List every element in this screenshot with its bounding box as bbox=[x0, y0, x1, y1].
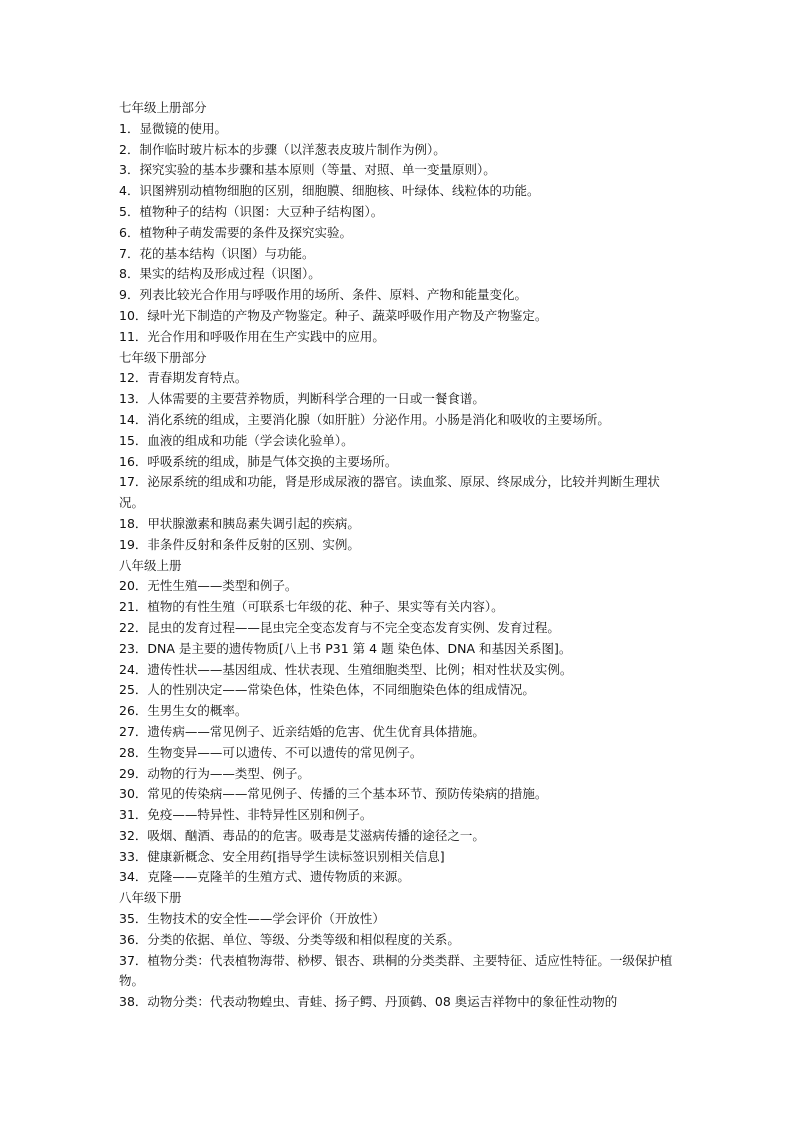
list-item: 21．植物的有性生殖（可联系七年级的花、种子、果实等有关内容）。 bbox=[119, 599, 504, 615]
list-item: 17．泌尿系统的组成和功能，肾是形成尿液的器官。读血浆、原尿、终尿成分，比较并判断生理状况。 bbox=[119, 474, 660, 511]
list-item: 26．生男生女的概率。 bbox=[119, 703, 248, 719]
list-item: 25．人的性别决定——常染色体，性染色体，不同细胞染色体的组成情况。 bbox=[119, 682, 535, 698]
list-item: 13．人体需要的主要营养物质，判断科学合理的一日或一餐食谱。 bbox=[119, 391, 485, 407]
list-item: 11．光合作用和呼吸作用在生产实践中的应用。 bbox=[119, 328, 385, 344]
list-item: 38．动物分类：代表动物蝗虫、青蛙、扬子鳄、丹顶鹤、08 奥运吉祥物中的象征性动物的 bbox=[119, 994, 618, 1010]
section-title: 八年级下册 bbox=[119, 890, 182, 906]
list-item: 37．植物分类：代表植物海带、桫椤、银杏、珙桐的分类类群、主要特征、适应性特征。一级保护植物。 bbox=[119, 952, 673, 989]
list-item: 28．生物变异——可以遗传、不可以遗传的常见例子。 bbox=[119, 744, 423, 760]
list-item: 1．显微镜的使用。 bbox=[119, 120, 227, 136]
list-item: 36．分类的依据、单位、等级、分类等级和相似程度的关系。 bbox=[119, 931, 460, 947]
list-item: 9．列表比较光合作用与呼吸作用的场所、条件、原料、产物和能量变化。 bbox=[119, 287, 527, 303]
section-title: 八年级上册 bbox=[119, 557, 182, 573]
list-item: 4．识图辨别动植物细胞的区别，细胞膜、细胞核、叶绿体、线粒体的功能。 bbox=[119, 183, 540, 199]
list-item: 7．花的基本结构（识图）与功能。 bbox=[119, 245, 315, 261]
list-item: 33．健康新概念、安全用药[指导学生读标签识别相关信息] bbox=[119, 848, 445, 864]
list-item: 22．昆虫的发育过程——昆虫完全变态发育与不完全变态发育实例、发育过程。 bbox=[119, 619, 560, 635]
list-item: 30．常见的传染病——常见例子、传播的三个基本环节、预防传染病的措施。 bbox=[119, 786, 548, 802]
list-item: 16．呼吸系统的组成，肺是气体交换的主要场所。 bbox=[119, 453, 398, 469]
section-title: 七年级上册部分 bbox=[119, 100, 207, 115]
list-item: 24．遗传性状——基因组成、性状表现、生殖细胞类型、比例；相对性状及实例。 bbox=[119, 661, 573, 677]
list-item: 3．探究实验的基本步骤和基本原则（等量、对照、单一变量原则）。 bbox=[119, 162, 496, 178]
list-item: 23．DNA 是主要的遗传物质[八上书 P31 第 4 题 染色体、DNA 和基因关系图]。 bbox=[119, 640, 572, 656]
list-item: 8．果实的结构及形成过程（识图）。 bbox=[119, 266, 321, 282]
list-item: 15．血液的组成和功能（学会读化验单）。 bbox=[119, 432, 354, 448]
list-item: 29．动物的行为——类型、例子。 bbox=[119, 765, 310, 781]
list-item: 10．绿叶光下制造的产物及产物鉴定。种子、蔬菜呼吸作用产物及产物鉴定。 bbox=[119, 307, 548, 323]
list-item: 5．植物种子的结构（识图：大豆种子结构图）。 bbox=[119, 203, 384, 219]
list-item: 19．非条件反射和条件反射的区别、实例。 bbox=[119, 536, 360, 552]
list-item: 35．生物技术的安全性——学会评价（开放性） bbox=[119, 911, 385, 927]
list-item: 12．青春期发育特点。 bbox=[119, 370, 248, 386]
section-title: 七年级下册部分 bbox=[119, 349, 207, 365]
list-item: 31．免疫——特异性、非特异性区别和例子。 bbox=[119, 807, 373, 823]
list-item: 27．遗传病——常见例子、近亲结婚的危害、优生优育具体措施。 bbox=[119, 723, 485, 739]
list-item: 18．甲状腺激素和胰岛素失调引起的疾病。 bbox=[119, 515, 360, 531]
list-item: 20．无性生殖——类型和例子。 bbox=[119, 578, 298, 594]
document-body bbox=[119, 98, 679, 1013]
list-item: 2．制作临时玻片标本的步骤（以洋葱表皮玻片制作为例）。 bbox=[119, 141, 446, 157]
list-item: 34．克隆——克隆羊的生殖方式、遗传物质的来源。 bbox=[119, 869, 410, 885]
list-item: 6．植物种子萌发需要的条件及探究实验。 bbox=[119, 224, 352, 240]
list-item: 14．消化系统的组成，主要消化腺（如肝脏）分泌作用。小肠是消化和吸收的主要场所。 bbox=[119, 411, 610, 427]
list-item: 32．吸烟、酗酒、毒品的的危害。吸毒是艾滋病传播的途径之一。 bbox=[119, 827, 485, 843]
